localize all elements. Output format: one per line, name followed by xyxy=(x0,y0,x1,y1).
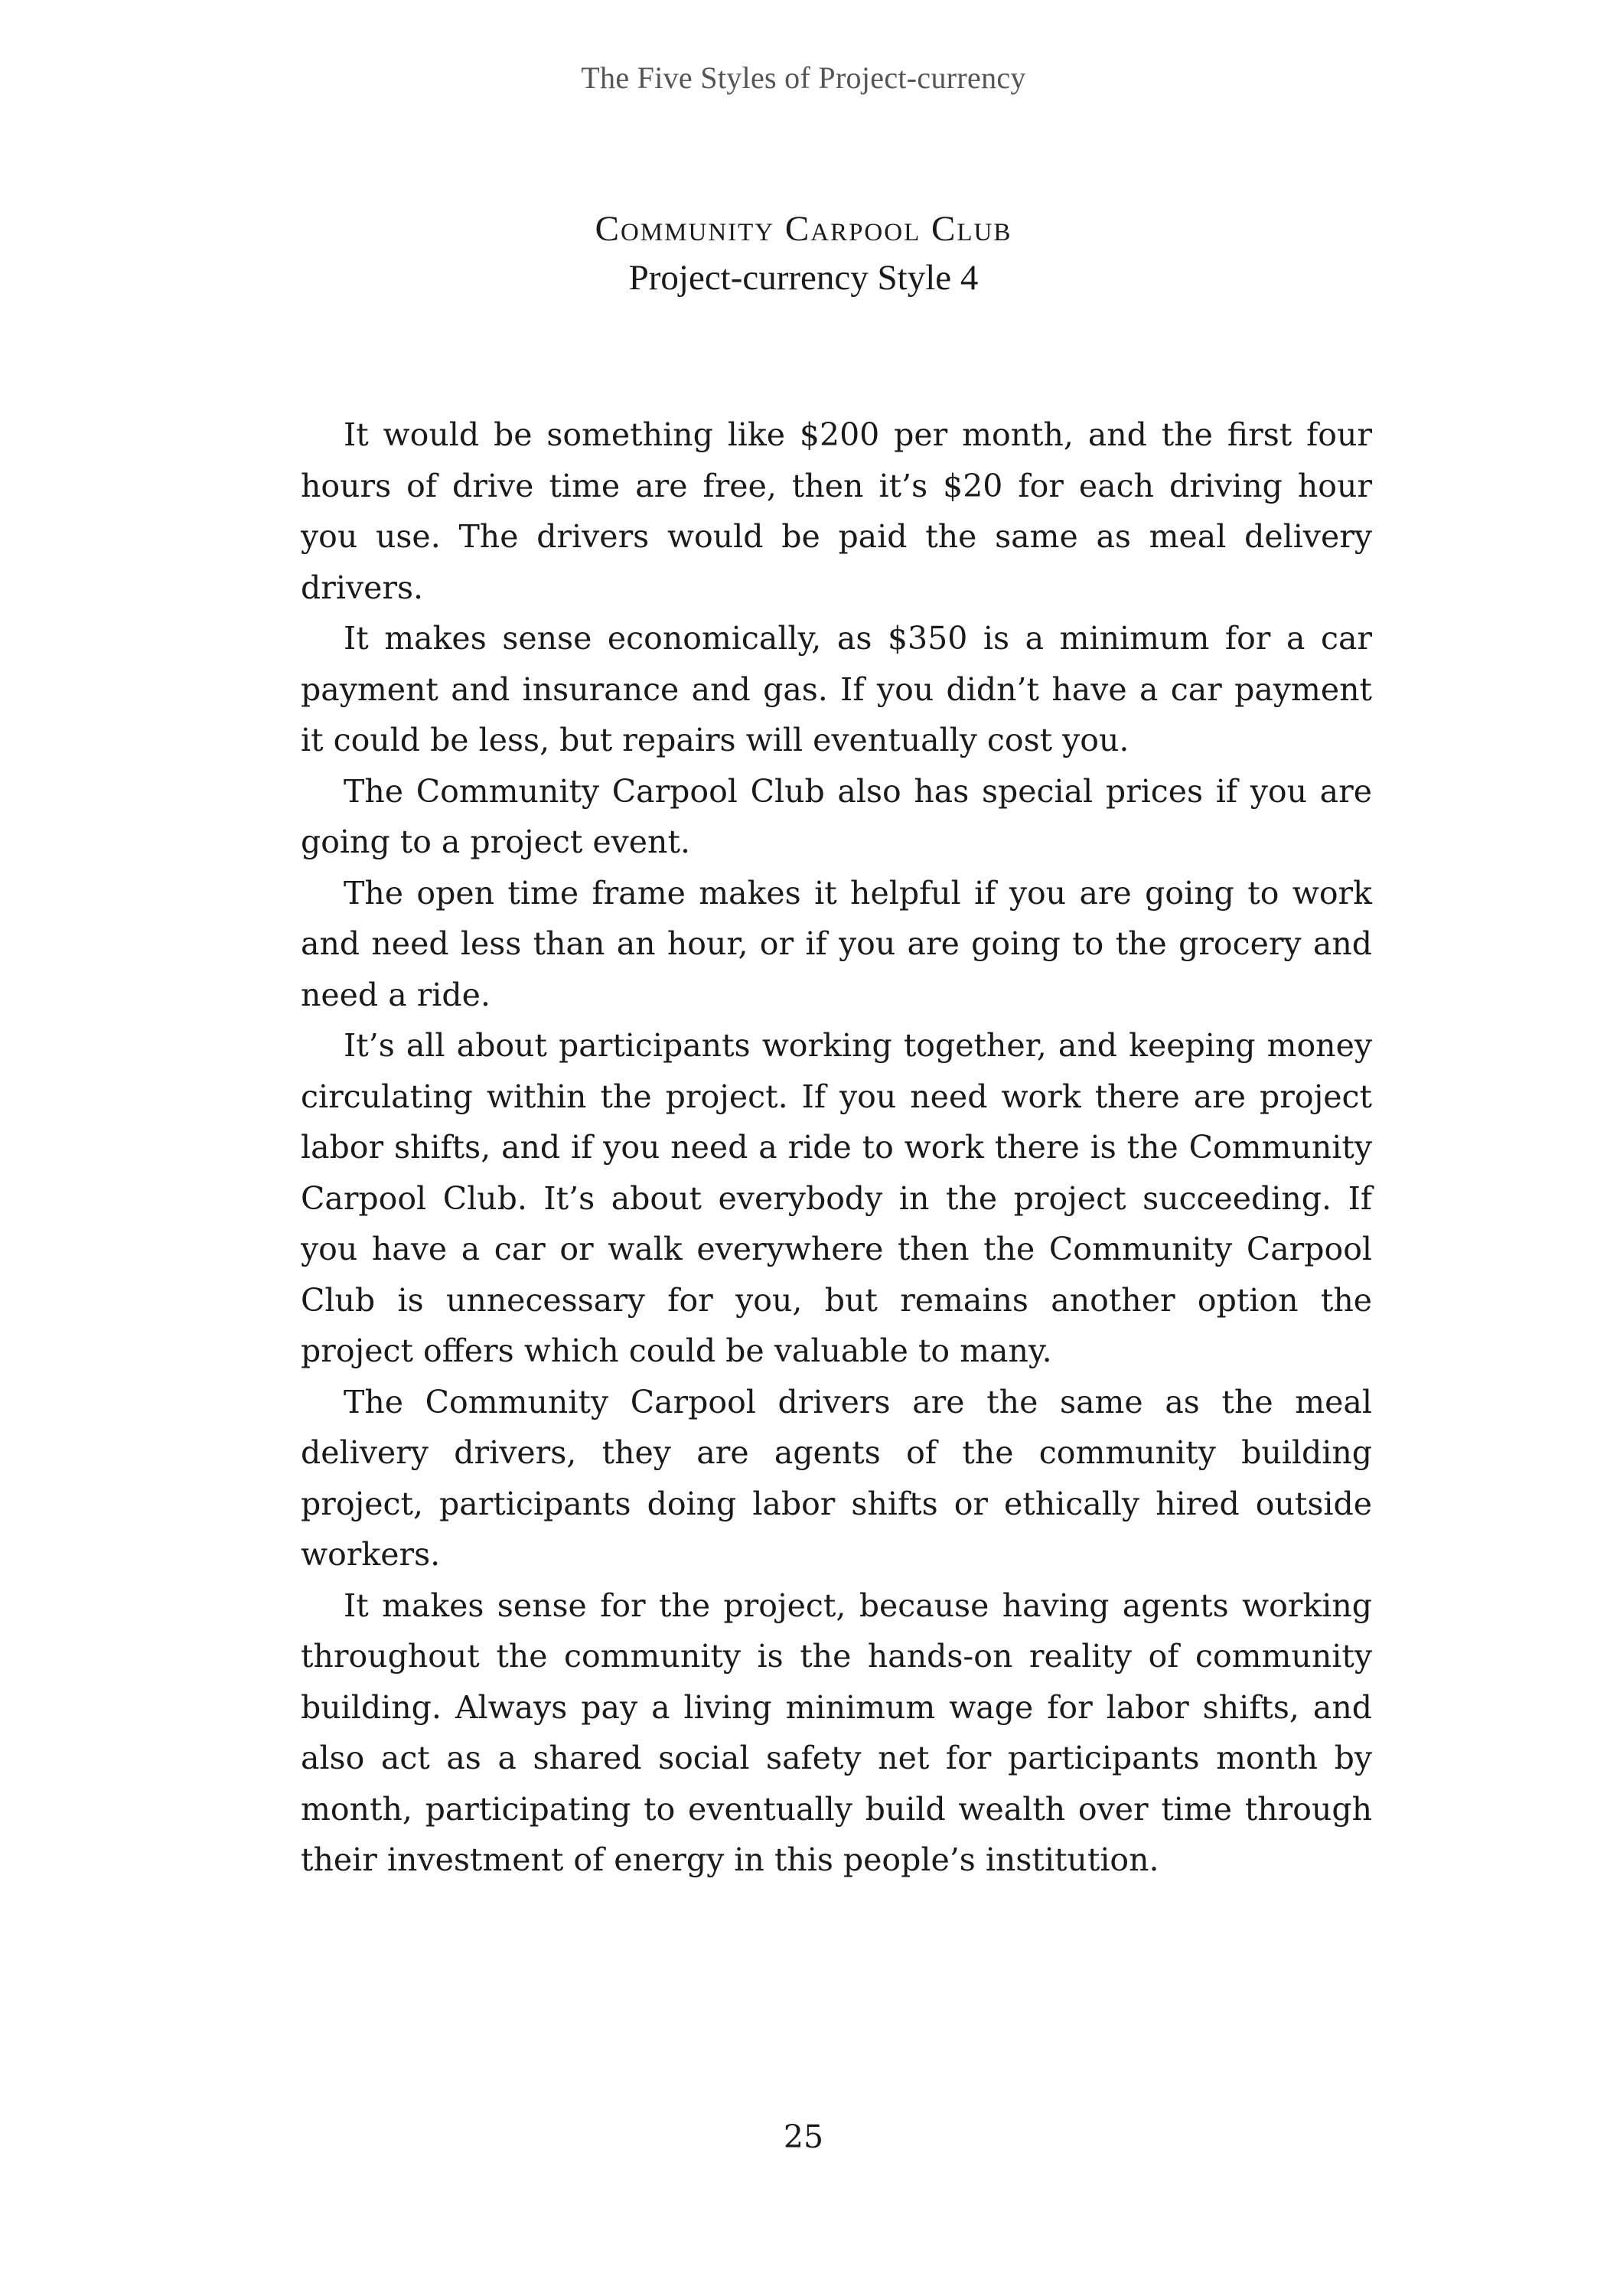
paragraph: The Community Carpool Club also has special prices if you are going to a project event. xyxy=(301,772,1372,860)
page-number: 25 xyxy=(783,2118,824,2155)
paragraph: The Community Carpool drivers are the same as the meal delivery drivers, they are agents of the community building project, participants doing labor shifts or ethically hired outside workers. xyxy=(301,1383,1372,1573)
chapter-subtitle: Project-currency Style 4 xyxy=(628,258,979,298)
chapter-title: Community Carpool Club xyxy=(595,209,1012,249)
running-header: The Five Styles of Project-currency xyxy=(581,60,1026,95)
body-text xyxy=(301,409,1372,1886)
paragraph: It would be something like $200 per month, and the first four hours of drive time are free, then it’s $20 for each driving hour you use. The drivers would be paid the same as meal delivery drivers. xyxy=(301,416,1372,606)
paragraph: The open time frame makes it helpful if you are going to work and need less than an hour, or if you are going to the grocery and need a ride. xyxy=(301,874,1372,1013)
paragraph: It makes sense economically, as $350 is a minimum for a car payment and insurance and gas. If you didn’t have a car payment it could be less, but repairs will eventually cost you. xyxy=(301,620,1372,758)
paragraph: It’s all about participants working together, and keeping money circulating within the project. If you need work there are project labor shifts, and if you need a ride to work there is the Community Carpool Club. It’s about everybody in the project succeeding. If you have a car or walk everywhere then the Community Carpool Club is unnecessary for you, but remains another option the project offers which could be valuable to many. xyxy=(301,1027,1372,1369)
paragraph: It makes sense for the project, because having agents working throughout the community is the hands-on reality of community building. Always pay a living minimum wage for labor shifts, and also act as a shared social safety net for participants month by month, participating to eventually build wealth over time through their investment of energy in this people’s institution. xyxy=(301,1587,1372,1878)
